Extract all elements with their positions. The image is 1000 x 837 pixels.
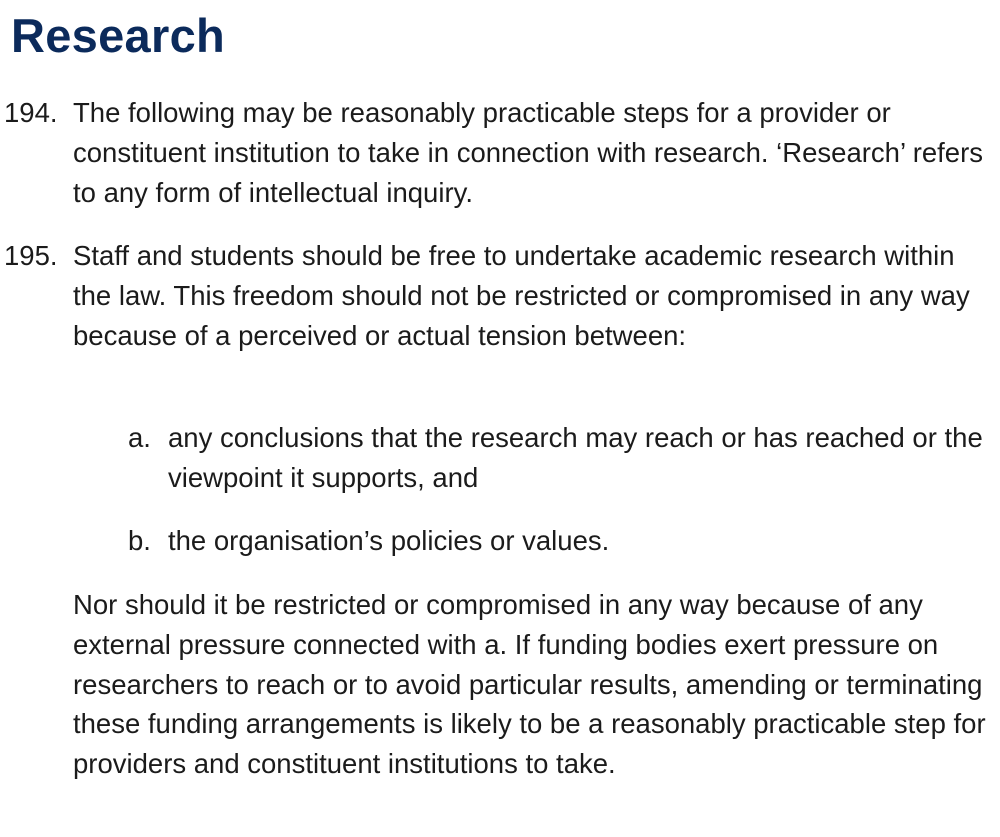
- paragraph-text: Staff and students should be free to undertake academic research within the law. This freedom should not be restricted or compromised in any way because of a perceived or actual tension between:: [73, 240, 970, 351]
- sub-item-text: the organisation’s policies or values.: [168, 525, 610, 556]
- paragraph-text: The following may be reasonably practicable steps for a provider or constituent institution to take in connection with research. ‘Research’ refers to any form of intellectual inquiry.: [73, 97, 983, 208]
- paragraph-195: [4, 236, 994, 355]
- continuation-paragraph: Nor should it be restricted or compromised in any way because of any external pressure connected with a. If funding bodies exert pressure on researchers to reach or to avoid particular results, amending or terminating these funding arrangements is likely to be a reasonably practicable step for providers and constituent institutions to take.: [73, 589, 986, 780]
- paragraph-194: [4, 93, 994, 212]
- sub-item-a: [128, 418, 994, 498]
- sub-item-letter: b.: [128, 525, 151, 556]
- paragraph-number: 194.: [4, 97, 58, 128]
- paragraph-number: 195.: [4, 240, 58, 271]
- sub-item-letter: a.: [128, 422, 151, 453]
- page-title: Research: [11, 9, 226, 62]
- sub-item-text: any conclusions that the research may reach or has reached or the viewpoint it supports, and: [168, 422, 983, 493]
- sub-item-b: [128, 521, 994, 561]
